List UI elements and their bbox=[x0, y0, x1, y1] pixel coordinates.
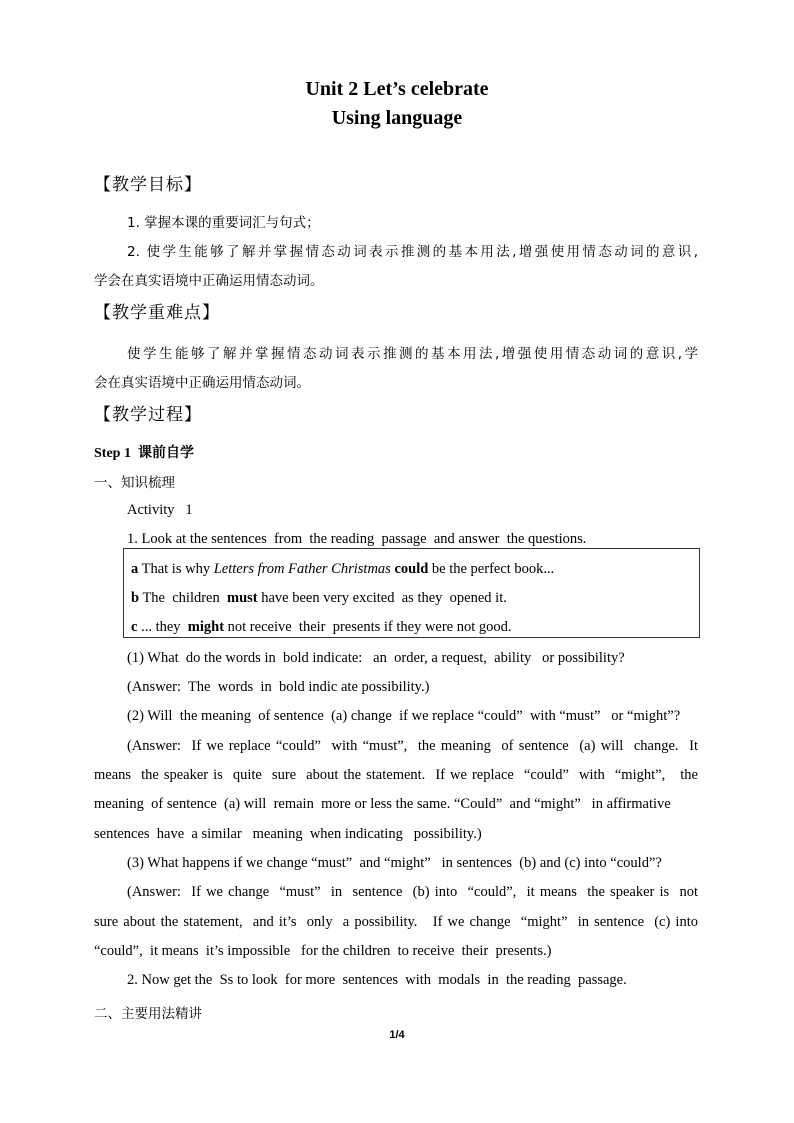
example-sentences-box bbox=[123, 548, 700, 638]
answer-3-line-2: sure about the statement, and it’s only a possibility. If we change “might” in sentence (c) into bbox=[94, 914, 698, 930]
sentence-c bbox=[131, 619, 512, 636]
sentence-b bbox=[131, 590, 507, 607]
subsection-2-heading: 二、主要用法精讲 bbox=[94, 1006, 202, 1022]
heading-objectives: 【教学目标】 bbox=[94, 175, 202, 195]
sentence-c-pre: ... they bbox=[137, 619, 188, 635]
heading-key-points: 【教学重难点】 bbox=[94, 303, 220, 323]
sentence-c-letter: c bbox=[131, 619, 138, 635]
objective-item-2-line-1: 2. 使学生能够了解并掌握情态动词表示推测的基本用法,增强使用情态动词的意识, bbox=[127, 244, 698, 260]
sentence-c-post: not receive their presents if they were not good. bbox=[224, 619, 512, 635]
key-points-line-2: 会在真实语境中正确运用情态动词。 bbox=[94, 375, 310, 391]
sentence-c-modal: might bbox=[187, 619, 225, 635]
answer-2-line-1: (Answer: If we replace “could” with “must”, the meaning of sentence (a) will change. It bbox=[127, 738, 698, 754]
subsection-1-heading: 一、知识梳理 bbox=[94, 475, 175, 491]
sentence-a-post: be the perfect book... bbox=[428, 561, 555, 577]
step-1-label-cn: 课前自学 bbox=[137, 445, 194, 461]
objective-item-1: 1. 掌握本课的重要词汇与句式； bbox=[127, 215, 320, 231]
question-1: (1) What do the words in bold indicate: an order, a request, ability or possibility? bbox=[127, 650, 625, 666]
key-points-line-1: 使学生能够了解并掌握情态动词表示推测的基本用法,增强使用情态动词的意识,学 bbox=[127, 346, 698, 362]
answer-1: (Answer: The words in bold indic ate possibility.) bbox=[127, 679, 430, 695]
instruction-2: 2. Now get the Ss to look for more sentences with modals in the reading passage. bbox=[127, 972, 627, 988]
step-1-label: Step 1 bbox=[94, 446, 131, 461]
answer-2-line-4: sentences have a similar meaning when indicating possibility.) bbox=[94, 826, 482, 842]
answer-2-line-3: meaning of sentence (a) will remain more or less the same. “Could” and “might” in affirmative bbox=[94, 796, 671, 812]
question-2: (2) Will the meaning of sentence (a) change if we replace “could” with “must” or “might”? bbox=[127, 708, 681, 724]
sentence-a bbox=[131, 561, 554, 578]
sentence-a-title: Letters from Father Christmas bbox=[213, 561, 391, 577]
answer-3-line-3: “could”, it means it’s impossible for the children to receive their presents.) bbox=[94, 943, 552, 959]
sentence-b-modal: must bbox=[227, 590, 258, 606]
activity-label: Activity 1 bbox=[127, 502, 193, 518]
page-number: 1/4 bbox=[389, 1029, 405, 1041]
question-3: (3) What happens if we change “must” and “might” in sentences (b) and (c) into “could”? bbox=[127, 855, 662, 871]
answer-2-line-2: means the speaker is quite sure about the statement. If we replace “could” with “might”, the bbox=[94, 767, 698, 783]
sentence-b-letter: b bbox=[131, 590, 140, 606]
sentence-b-post: have been very excited as they opened it. bbox=[257, 590, 507, 606]
sentence-b-pre: The children bbox=[139, 590, 227, 606]
heading-process: 【教学过程】 bbox=[94, 405, 202, 425]
sentence-a-letter: a bbox=[131, 561, 139, 577]
objective-item-2-line-2: 学会在真实语境中正确运用情态动词。 bbox=[94, 273, 324, 289]
title-line-1: Unit 2 Let’s celebrate bbox=[305, 78, 489, 100]
sentence-a-modal: could bbox=[394, 561, 429, 577]
step-1-heading bbox=[94, 442, 194, 462]
answer-3-line-1: (Answer: If we change “must” in sentence (b) into “could”, it means the speaker is not bbox=[127, 884, 698, 900]
title-line-2: Using language bbox=[331, 107, 463, 129]
sentence-a-pre: That is why bbox=[138, 561, 214, 577]
instruction-1: 1. Look at the sentences from the reading passage and answer the questions. bbox=[127, 531, 587, 547]
